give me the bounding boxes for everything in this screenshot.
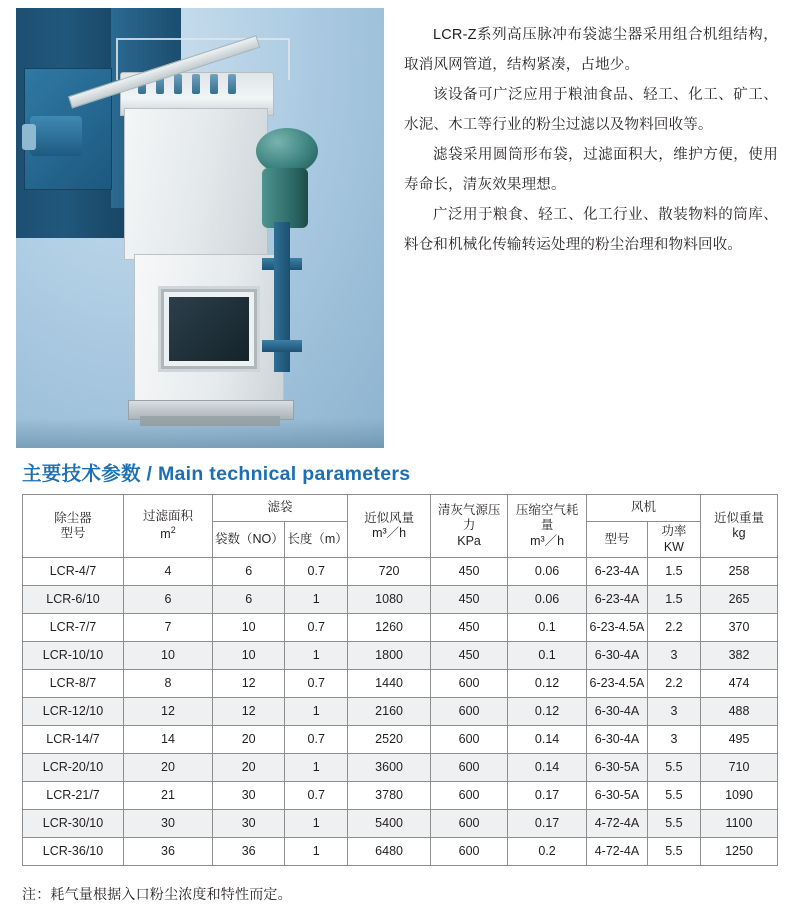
cell-weight: 265 [701,586,778,614]
intro-paragraph-2: 该设备可广泛应用于粮油食品、轻工、化工、矿工、水泥、木工等行业的粉尘过滤以及物料回收等。 [404,87,778,133]
cell-model: LCR-20/10 [23,754,124,782]
cell-fan-model: 6-30-4A [587,698,648,726]
cell-weight: 1250 [701,838,778,866]
cell-model: LCR-12/10 [23,698,124,726]
cell-air-consumption: 0.12 [508,670,587,698]
header-air-volume-unit: m³／h [372,526,407,541]
cell-air-volume: 2520 [348,726,431,754]
cell-air-consumption: 0.14 [508,754,587,782]
cell-air-consumption: 0.06 [508,586,587,614]
cell-bag-length: 1 [285,586,348,614]
table-row [23,698,778,726]
spec-table [22,494,778,866]
cell-fan-model: 4-72-4A [587,838,648,866]
cell-clean-pressure: 600 [431,754,508,782]
header-model [23,495,124,558]
intro-text [384,8,778,260]
cell-bag-length: 0.7 [285,558,348,586]
header-air-consumption-unit: m³／h [530,533,565,548]
header-filter-area-label: 过滤面积 [142,509,193,524]
cell-fan-power: 5.5 [647,782,700,810]
header-bag-count: 袋数（NO） [213,522,285,558]
header-row-1 [23,495,778,522]
cell-fan-model: 6-23-4A [587,586,648,614]
cell-fan-model: 4-72-4A [587,810,648,838]
photo-motor-cap [22,124,36,150]
cell-bag-count: 12 [213,698,285,726]
spec-table-wrapper [22,494,778,866]
cell-fan-power: 5.5 [647,838,700,866]
cell-weight: 474 [701,670,778,698]
header-clean-pressure-label: 清灰气源压力 [437,502,501,533]
section-title: 主要技术参数 / Main technical parameters [22,463,411,485]
cell-filter-area: 7 [124,614,213,642]
cell-clean-pressure: 450 [431,558,508,586]
cell-model: LCR-30/10 [23,810,124,838]
intro-paragraph-3: 滤袋采用圆筒形布袋，过滤面积大，维护方便，使用寿命长，清灰效果理想。 [404,147,778,193]
cell-bag-length: 1 [285,810,348,838]
cell-filter-area: 8 [124,670,213,698]
table-row [23,726,778,754]
photo-motor [30,116,82,156]
cell-filter-area: 20 [124,754,213,782]
photo-air-tank-body [262,168,308,228]
cell-filter-area: 30 [124,810,213,838]
cell-clean-pressure: 450 [431,642,508,670]
cell-air-volume: 3600 [348,754,431,782]
cell-air-volume: 720 [348,558,431,586]
cell-bag-length: 1 [285,838,348,866]
cell-weight: 495 [701,726,778,754]
table-row [23,586,778,614]
cell-fan-power: 1.5 [647,586,700,614]
cell-model: LCR-10/10 [23,642,124,670]
cell-clean-pressure: 450 [431,614,508,642]
cell-clean-pressure: 600 [431,838,508,866]
cell-bag-count: 20 [213,726,285,754]
cell-filter-area: 4 [124,558,213,586]
cell-filter-area: 14 [124,726,213,754]
table-row [23,782,778,810]
cell-bag-count: 6 [213,586,285,614]
header-fan-power: 功率 KW [647,522,700,558]
cell-air-consumption: 0.14 [508,726,587,754]
photo-access-door-glass [169,297,249,361]
header-fan-model: 型号 [587,522,648,558]
cell-model: LCR-4/7 [23,558,124,586]
cell-model: LCR-14/7 [23,726,124,754]
table-row [23,810,778,838]
cell-clean-pressure: 600 [431,810,508,838]
cell-fan-model: 6-23-4.5A [587,670,648,698]
footnote: 注：耗气量根据入口粉尘浓度和特性而定。 [22,886,292,903]
cell-fan-power: 3 [647,726,700,754]
cell-air-consumption: 0.1 [508,614,587,642]
product-photo [16,8,384,448]
cell-model: LCR-8/7 [23,670,124,698]
cell-filter-area: 6 [124,586,213,614]
cell-fan-model: 6-23-4A [587,558,648,586]
cell-bag-count: 20 [213,754,285,782]
header-weight-unit: kg [732,526,746,541]
cell-model: LCR-6/10 [23,586,124,614]
header-model-line1: 除尘器 [54,510,92,525]
cell-filter-area: 21 [124,782,213,810]
cell-filter-area: 36 [124,838,213,866]
cell-fan-model: 6-30-5A [587,782,648,810]
header-bag-group: 滤袋 [213,495,348,522]
cell-weight: 382 [701,642,778,670]
header-weight-label: 近似重量 [713,510,764,525]
intro-paragraph-1: LCR-Z系列高压脉冲布袋滤尘器采用组合机组结构，取消风网管道，结构紧凑，占地少。 [404,27,778,73]
cell-air-consumption: 0.2 [508,838,587,866]
cell-weight: 710 [701,754,778,782]
cell-model: LCR-36/10 [23,838,124,866]
header-model-line2: 型号 [60,526,86,541]
spec-table-head [23,495,778,558]
header-clean-pressure-unit: KPa [457,533,481,548]
header-weight [701,495,778,558]
cell-fan-power: 3 [647,698,700,726]
cell-fan-power: 2.2 [647,670,700,698]
cell-clean-pressure: 600 [431,726,508,754]
header-clean-pressure [431,495,508,558]
cell-bag-count: 10 [213,642,285,670]
header-filter-area-unit-base: m [160,527,171,542]
cell-fan-power: 1.5 [647,558,700,586]
cell-air-consumption: 0.1 [508,642,587,670]
cell-air-consumption: 0.12 [508,698,587,726]
table-row [23,754,778,782]
cell-filter-area: 10 [124,642,213,670]
header-fan-group: 风机 [587,495,701,522]
header-filter-area [124,495,213,558]
cell-fan-power: 3 [647,642,700,670]
cell-clean-pressure: 600 [431,670,508,698]
header-air-consumption [508,495,587,558]
cell-air-volume: 6480 [348,838,431,866]
table-row [23,642,778,670]
header-filter-area-unit-sup: 2 [170,525,176,536]
table-row [23,670,778,698]
cell-bag-count: 36 [213,838,285,866]
cell-bag-length: 0.7 [285,670,348,698]
cell-bag-length: 0.7 [285,782,348,810]
cell-bag-count: 12 [213,670,285,698]
photo-side-flange-lower [262,340,302,352]
cell-fan-model: 6-30-5A [587,754,648,782]
cell-air-volume: 1260 [348,614,431,642]
cell-model: LCR-21/7 [23,782,124,810]
header-filter-area-unit [126,525,210,543]
header-air-volume [348,495,431,558]
cell-air-volume: 2160 [348,698,431,726]
cell-air-volume: 3780 [348,782,431,810]
cell-weight: 1100 [701,810,778,838]
table-row [23,558,778,586]
cell-clean-pressure: 600 [431,698,508,726]
cell-model: LCR-7/7 [23,614,124,642]
table-row [23,838,778,866]
cell-bag-count: 30 [213,782,285,810]
header-bag-length: 长度（m） [285,522,348,558]
cell-air-volume: 1440 [348,670,431,698]
cell-fan-model: 6-23-4.5A [587,614,648,642]
cell-bag-count: 6 [213,558,285,586]
cell-air-consumption: 0.17 [508,782,587,810]
header-air-volume-label: 近似风量 [364,510,415,525]
cell-bag-count: 10 [213,614,285,642]
cell-air-volume: 5400 [348,810,431,838]
cell-air-volume: 1800 [348,642,431,670]
cell-air-consumption: 0.06 [508,558,587,586]
cell-bag-length: 0.7 [285,726,348,754]
spec-table-body [23,558,778,866]
cell-fan-power: 5.5 [647,754,700,782]
cell-filter-area: 12 [124,698,213,726]
table-row [23,614,778,642]
cell-bag-length: 1 [285,642,348,670]
cell-weight: 488 [701,698,778,726]
cell-fan-model: 6-30-4A [587,726,648,754]
cell-weight: 1090 [701,782,778,810]
cell-weight: 258 [701,558,778,586]
cell-clean-pressure: 450 [431,586,508,614]
cell-fan-model: 6-30-4A [587,642,648,670]
top-section [0,0,800,448]
cell-air-volume: 1080 [348,586,431,614]
cell-bag-length: 1 [285,698,348,726]
header-air-consumption-label: 压缩空气耗量 [515,502,579,533]
cell-clean-pressure: 600 [431,782,508,810]
cell-bag-length: 1 [285,754,348,782]
cell-fan-power: 5.5 [647,810,700,838]
photo-access-door [158,286,260,372]
cell-bag-count: 30 [213,810,285,838]
intro-paragraph-4: 广泛用于粮食、轻工、化工行业、散装物料的筒库、料仓和机械化传输转运处理的粉尘治理和物料回收。 [404,207,778,253]
cell-fan-power: 2.2 [647,614,700,642]
cell-weight: 370 [701,614,778,642]
cell-air-consumption: 0.17 [508,810,587,838]
photo-floor-shadow [16,418,384,448]
photo-main-body [124,108,268,260]
cell-bag-length: 0.7 [285,614,348,642]
